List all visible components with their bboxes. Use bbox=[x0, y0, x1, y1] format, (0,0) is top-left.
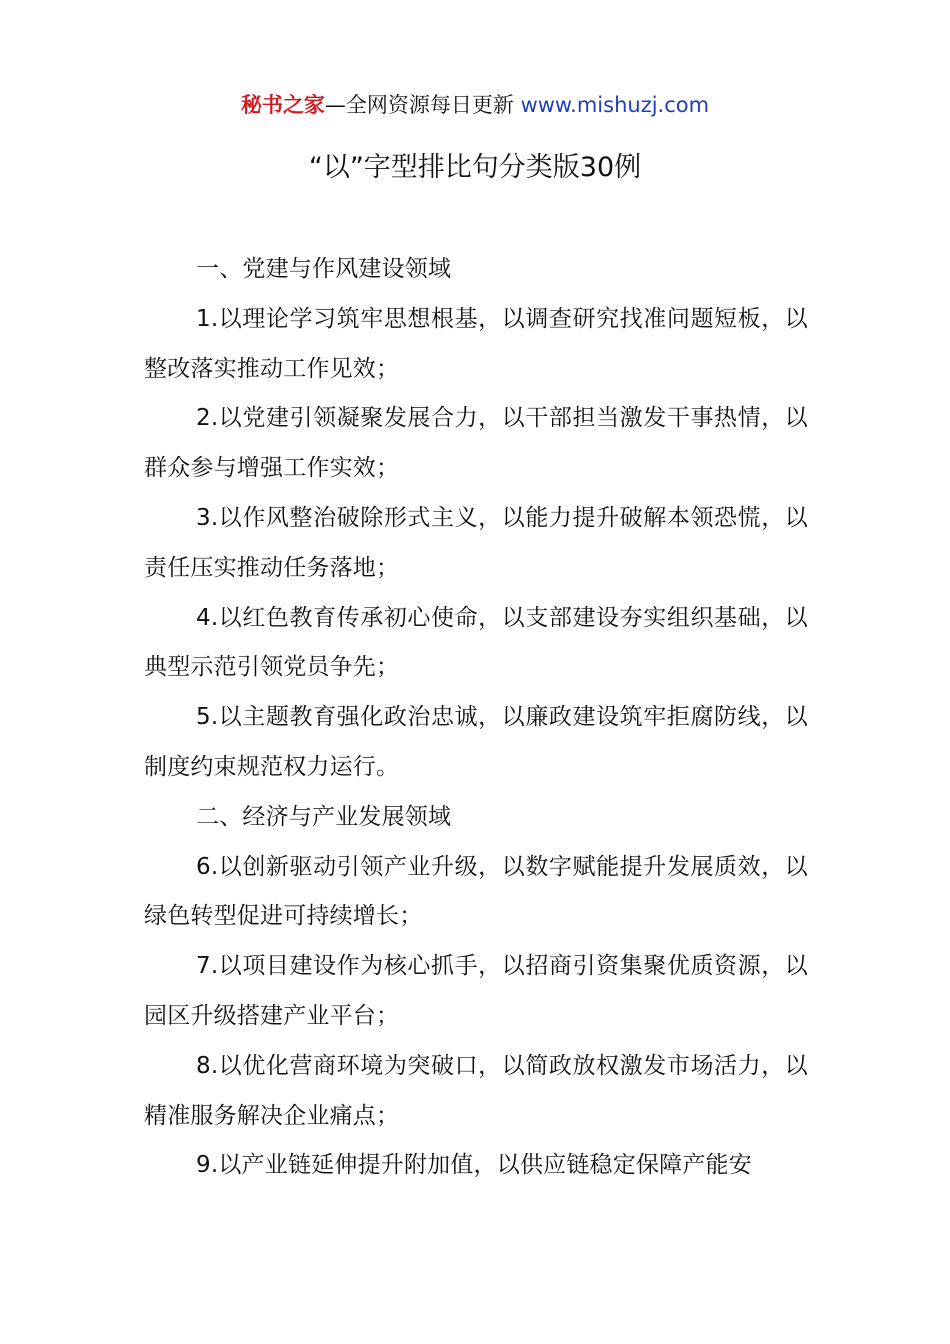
brand-name: 秘书之家 bbox=[240, 93, 325, 117]
header-tagline: —全网资源每日更新 bbox=[324, 93, 514, 117]
list-item: 4.以红色教育传承初心使命，以支部建设夯实组织基础，以典型示范引领党员争先； bbox=[144, 604, 808, 681]
section-heading-party: 一、党建与作风建设领域 bbox=[196, 256, 452, 282]
list-item: 3.以作风整治破除形式主义，以能力提升破解本领恐慌，以责任压实推动任务落地； bbox=[144, 504, 808, 581]
section-heading-economy: 二、经济与产业发展领域 bbox=[196, 803, 452, 830]
document-title: “以”字型排比句分类版30例 bbox=[308, 152, 642, 183]
list-item: 9.以产业链延伸提升附加值，以供应链稳定保障产能安 bbox=[196, 1152, 752, 1179]
site-url-link[interactable]: www.mishuzj.com bbox=[520, 93, 710, 117]
document-body bbox=[144, 245, 808, 1191]
list-item: 6.以创新驱动引领产业升级，以数字赋能提升发展质效，以绿色转型促进可持续增长； bbox=[144, 853, 808, 930]
list-item: 1.以理论学习筑牢思想根基，以调查研究找准问题短板，以整改落实推动工作见效； bbox=[144, 305, 808, 382]
site-header bbox=[0, 90, 950, 120]
list-item: 8.以优化营商环境为突破口，以简政放权激发市场活力，以精准服务解决企业痛点； bbox=[144, 1052, 808, 1129]
list-item: 2.以党建引领凝聚发展合力，以干部担当激发干事热情，以群众参与增强工作实效； bbox=[144, 405, 808, 482]
list-item: 5.以主题教育强化政治忠诚，以廉政建设筑牢拒腐防线，以制度约束规范权力运行。 bbox=[144, 704, 808, 780]
list-item: 7.以项目建设作为核心抓手，以招商引资集聚优质资源，以园区升级搭建产业平台； bbox=[144, 953, 808, 1029]
